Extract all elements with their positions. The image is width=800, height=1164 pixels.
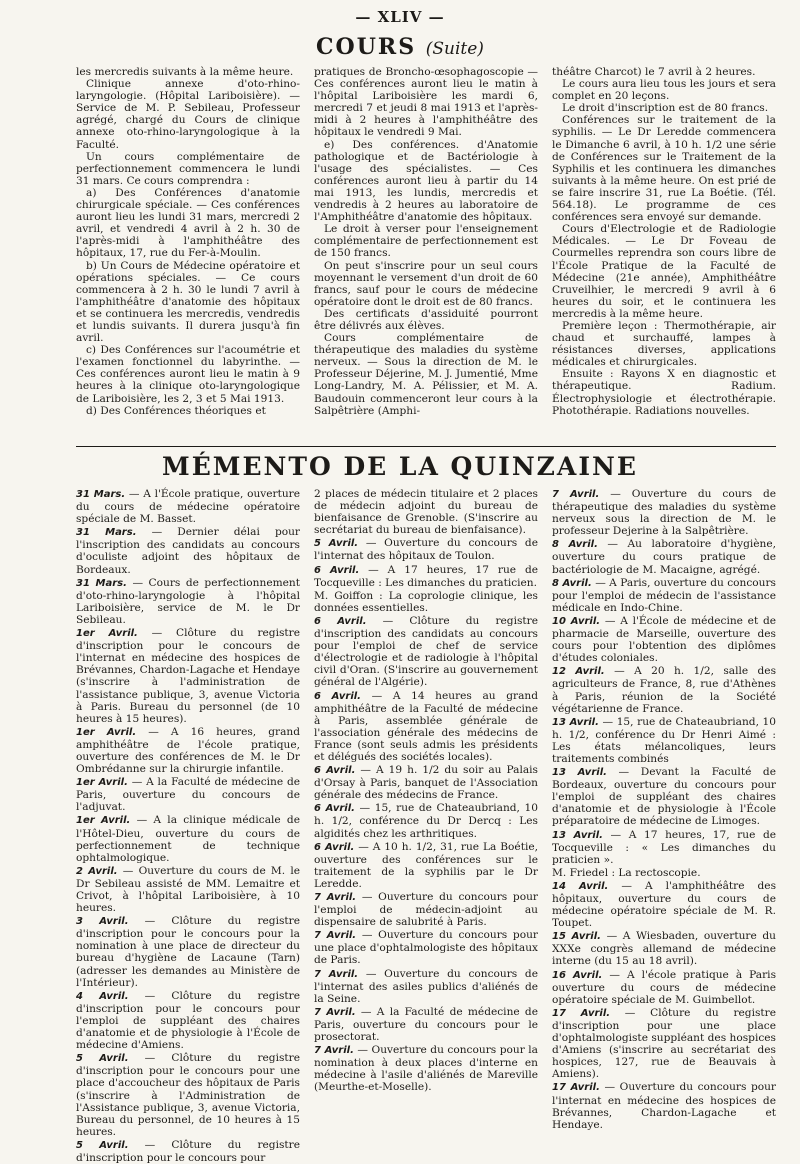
entry-text: — A 17 heures, 17, rue de Tocqueville : « Les dimanches du praticien ». bbox=[552, 828, 776, 866]
memento-entry bbox=[552, 930, 776, 967]
paragraph: Le droit à verser pour l'enseignement complémentaire de perfectionnement est de 150 francs. bbox=[314, 223, 538, 260]
entry-text: — Ouverture du cours de M. le Dr Sebileau assisté de MM. Lemaitre et Crivot, à l'hôpital Lariboisière, à 10 heures. bbox=[76, 864, 300, 915]
entry-date: 6 Avril. bbox=[314, 765, 356, 777]
paragraph: Un cours complémentaire de perfectionnement commencera le lundi 31 mars. Ce cours comprendra : bbox=[76, 150, 300, 187]
paragraph: pratiques de Broncho-œsophagoscopie — Ces conférences auront lieu le matin à l'hôpital Lariboisière les mardi 6, mercredi 7 et jeudi 8 mai 1913 et l'après-midi à 2 heures à l'amphithéâtre des hôpitaux le vendredi 9 Mai. bbox=[314, 66, 538, 139]
memento-entry bbox=[552, 1081, 776, 1130]
entry-text: — A 16 heures, grand amphithéâtre de l'école pratique, ouverture des conférences de M. le Dr Ombrédanne sur la chirurgie infantile. bbox=[76, 725, 301, 776]
entry-date: 13 Avril. bbox=[552, 767, 607, 779]
paragraph: Cours d'Electrologie et de Radiologie Médicales. — Le Dr Foveau de Courmelles reprendra son cours libre de l'École Pratique de la Faculté de Médecine (21e année), Amphithéâtre Cruveilhier, le mercredi 9 avril à 6 heures du soir, et le continuera les mercredis à la même heure. bbox=[552, 223, 776, 320]
entry-date: 16 Avril. bbox=[552, 969, 603, 981]
memento-entry bbox=[552, 880, 776, 929]
entry-text: — A Wiesbaden, ouverture du XXXe congrès allemand de médecine interne (du 15 au 18 avril). bbox=[552, 930, 776, 968]
entry-text: — A l'école pratique à Paris ouverture du cours de médecine opératoire spéciale de M. Guimbellot. bbox=[552, 968, 777, 1006]
memento-entry bbox=[314, 690, 538, 764]
entry-text: — Clôture du registre d'inscription pour le concours pour l'emploi de suppléant des chaires d'anatomie et de physiologie à l'École de médecine d'Amiens. bbox=[76, 989, 300, 1052]
entry-date: 4 Avril. bbox=[76, 990, 129, 1002]
memento-entry bbox=[314, 537, 538, 562]
entry-date: 10 Avril. bbox=[552, 615, 601, 627]
entry-text: — Clôture du registre d'inscription des candidats au concours pour l'emploi de chef de service d'électrologie et de radiologie à l'hôpital civil d'Oran. (S'inscrire au gouvernement général de l'Algérie). bbox=[314, 614, 538, 689]
entry-text: — 15, rue de Chateaubriand, 10 h. 1/2, conférence du Dr Henri Aimé : Les états mélancoliques, leurs traitements combinés bbox=[552, 715, 776, 765]
memento-entry bbox=[552, 716, 776, 765]
entry-date: 7 Avril. bbox=[314, 930, 357, 942]
cours-column bbox=[314, 66, 538, 441]
entry-date: 31 Mars. bbox=[76, 527, 137, 539]
entry-text: M. Friedel : La rectoscopie. bbox=[552, 866, 701, 879]
entry-date: 6 Avril. bbox=[314, 803, 355, 815]
memento-entry bbox=[76, 915, 300, 989]
memento-entry bbox=[314, 841, 538, 890]
memento-entry bbox=[314, 764, 538, 801]
paragraph: a) Des Conférences d'anatomie chirurgicale spéciale. — Ces conférences auront lieu les lundi 31 mars, mercredi 2 avril, et vendredi 4 avril à 2 h. 30 de l'après-midi à l'amphithéâtre des hôpitaux, 17, rue du Fer-à-Moulin. bbox=[76, 186, 300, 260]
entry-date: 1er Avril. bbox=[76, 777, 128, 789]
entry-text: — Clôture du registre d'inscription pour le concours pour une place d'accoucheur des hôpitaux de Paris (s'inscrire à l'Administration de l'Assistance publique, 3, avenue Victoria, Bureau du personnel, de 10 heures à 15 heures. bbox=[76, 1052, 300, 1138]
memento-entry bbox=[552, 615, 776, 664]
entry-date: 31 Mars. bbox=[76, 489, 126, 500]
paragraph: On peut s'inscrire pour un seul cours moyennant le versement d'un droit de 60 francs, sauf pour le cours de médecine opératoire dont le droit est de 80 francs. bbox=[314, 259, 538, 308]
memento-entry bbox=[552, 488, 776, 537]
paragraph: b) Un Cours de Médecine opératoire et opérations spéciales. — Ce cours commencera à 2 h. 30 le lundi 7 avril à l'amphithéâtre d'anatomie des hôpitaux et se continuera les mercredis, vendredis et lundis suivants. Il durera jusqu'à fin avril. bbox=[76, 259, 300, 345]
paragraph: théâtre Charcot) le 7 avril à 2 heures. bbox=[552, 66, 756, 78]
paragraph: e) Des conférences. d'Anatomie pathologique et de Bactériologie à l'usage des spécialistes. — Ces conférences auront lieu à partir du 14 mai 1913, les lundis, mercredis et vendredis à 2 heures au laboratoire de l'Amphithéâtre d'anatomie des hôpitaux. bbox=[314, 138, 538, 224]
entry-date: 13 Avril. bbox=[552, 829, 603, 841]
memento-entry bbox=[76, 1052, 300, 1138]
entry-text: — Clôture du registre d'inscription pour le concours pour la nomination à une place de directeur du bureau d'hygiène de Lacaune (Tarn) (adresser les demandes au Ministère de l'Intérieur). bbox=[76, 915, 300, 989]
entry-text: 2 places de médecin titulaire et 2 places de médecin adjoint du bureau de bienfaisance de Grenoble. (S'inscrire au secrétariat du bureau de bienfaisance). bbox=[314, 488, 538, 537]
entry-date: 1er Avril. bbox=[76, 815, 131, 827]
memento-entry bbox=[552, 867, 776, 879]
entry-text: — Ouverture du cours de thérapeutique des maladies du système nerveux sous la direction de M. le professeur Dejerine à la Salpêtrière. bbox=[552, 488, 776, 538]
entry-text: — Ouverture du concours de l'internat des hôpitaux de Toulon. bbox=[314, 537, 538, 563]
entry-text: — Ouverture du concours pour l'emploi de médecin-adjoint au dispensaire de salubrité à Paris. bbox=[314, 891, 538, 929]
entry-text: — 15, rue de Chateaubriand, 10 h. 1/2, conférence du Dr Dercq : Les algidités chez les arthritiques. bbox=[314, 802, 538, 840]
paragraph: les mercredis suivants à la même heure. bbox=[76, 66, 294, 78]
entry-date: 6 Avril. bbox=[314, 615, 367, 627]
memento-entry bbox=[552, 665, 776, 714]
cours-columns bbox=[76, 66, 776, 441]
memento-entry bbox=[552, 538, 776, 575]
entry-date: 8 Avril. bbox=[552, 577, 592, 589]
entry-text: — Ouverture du concours de l'internat des asiles publics d'aliénés de la Seine. bbox=[314, 967, 538, 1005]
entry-text: — Ouverture du concours pour la nomination à deux places d'interne en médecine à l'asile d'aliénés de Mareville (Meurthe-et-Moselle). bbox=[314, 1044, 538, 1094]
entry-date: 5 Avril. bbox=[76, 1053, 129, 1065]
entry-text: — A l'École pratique, ouverture du cours de médecine opératoire spéciale de M. Basset. bbox=[76, 488, 300, 526]
entry-date: 1er Avril. bbox=[76, 628, 138, 640]
entry-text: — Clôture du registre d'inscription pour le concours pour bbox=[76, 1138, 300, 1164]
entry-date: 15 Avril. bbox=[552, 931, 601, 943]
section-subtitle: (Suite) bbox=[425, 39, 484, 59]
memento-entry bbox=[552, 766, 776, 827]
divider-rule bbox=[76, 446, 776, 447]
entry-text: — A la Faculté de médecine de Paris, ouverture du concours de l'adjuvat. bbox=[76, 776, 300, 814]
memento-column bbox=[76, 488, 301, 1164]
entry-date: 7 Avril. bbox=[314, 892, 357, 903]
entry-text: — Au laboratoire d'hygiène, ouverture du cours pratique de bactériologie de M. Macaigne, agrégé. bbox=[552, 538, 776, 576]
paragraph: Cours complémentaire de thérapeutique des maladies du système nerveux. — Sous la direction de M. le Professeur Déjerine, M. J. Jumentié, Mme Long-Landry, M. A. Pélissier, et M. A. Baudouin commenceront leur cours à la Salpêtrière (Amphi- bbox=[314, 332, 538, 417]
entry-text: — A l'amphithéâtre des hôpitaux, ouverture du cours de médecine opératoire spéciale de M. R. Toupet. bbox=[552, 879, 777, 930]
memento-columns bbox=[76, 488, 777, 1164]
entry-text: M. Goiffon : La coprologie clinique, les données essentielles. bbox=[314, 589, 538, 614]
memento-entry bbox=[76, 726, 300, 775]
paragraph: Ensuite : Rayons X en diagnostic et thérapeutique. Radium. Électrophysiologie et électrothérapie. Photothérapie. Radiations nouvelles. bbox=[552, 368, 776, 417]
memento-entry bbox=[76, 865, 300, 914]
entry-text: — A l'École de médecine et de pharmacie de Marseille, ouverture des cours pour l'obtention des diplômes d'études coloniales. bbox=[552, 614, 776, 665]
entry-text: — Clôture du registre d'inscription pour le concours de l'internat en médecine des hospices de Brévannes, Chardon-Lagache et Hendaye (s'inscrire à l'administration de l'assistance publique, 3, avenue Victoria à Paris. Bureau du personnel (de 10 heures à 15 heures). bbox=[76, 627, 301, 725]
entry-text: — Ouverture du concours pour l'internat en médecine des hospices de Brévannes, Chardon-Lagache et Hendaye. bbox=[552, 1081, 776, 1131]
memento-column bbox=[314, 488, 538, 1138]
page-number: — XLIV — bbox=[355, 8, 445, 26]
memento-entry bbox=[314, 590, 538, 614]
memento-entry bbox=[314, 929, 538, 966]
entry-date: 12 Avril. bbox=[552, 666, 605, 678]
section-title-text: COURS bbox=[316, 34, 417, 60]
entry-text: — Clôture du registre d'inscription pour une place d'ophtalmologiste suppléant des hospices d'Amiens (s'inscrire au secrétariat des hospices, 127, rue de Beauvais à Amiens). bbox=[552, 1006, 776, 1081]
entry-text: — Dernier délai pour l'inscription des candidats au concours d'oculiste adjoint des hôpitaux de Bordeaux. bbox=[76, 526, 300, 576]
entry-date: 5 Avril. bbox=[76, 1139, 129, 1151]
entry-text: — Cours de perfectionnement d'oto-rhino-laryngologie à l'hôpital Lariboisière, service de M. le Dr Sebileau. bbox=[76, 576, 300, 626]
memento-entry bbox=[314, 488, 538, 536]
entry-text: — A 19 h. 1/2 du soir au Palais d'Orsay à Paris, banquet de l'Association générale des médecins de France. bbox=[314, 764, 538, 802]
entry-text: — A 17 heures, 17 rue de Tocqueville : Les dimanches du praticien. bbox=[314, 563, 538, 589]
memento-entry bbox=[552, 577, 776, 614]
paragraph: Conférences sur le traitement de la syphilis. — Le Dr Leredde commencera le Dimanche 6 avril, à 10 h. 1/2 une série de Conférences sur le Traitement de la Syphilis et les continuera les dimanches suivants à la même heure. On est prié de se faire inscrire 31, rue La Boétie. (Tél. 564.18). Le programme de ces conférences sera envoyé sur demande. bbox=[552, 114, 776, 224]
paragraph: c) Des Conférences sur l'acoumétrie et l'examen fonctionnel du labyrinthe. — Ces conférences auront lieu le matin à 9 heures à la clinique oto-laryngologique de Lariboisière, les 2, 3 et 5 Mai 1913. bbox=[76, 344, 300, 405]
memento-entry bbox=[76, 990, 300, 1051]
entry-date: 14 Avril. bbox=[552, 880, 609, 892]
entry-text: — A 10 h. 1/2, 31, rue La Boétie, ouverture des conférences sur le traitement de la syphilis par le Dr Leredde. bbox=[314, 840, 538, 890]
entry-date: 5 Avril. bbox=[314, 538, 359, 550]
entry-date: 2 Avril. bbox=[76, 865, 118, 877]
memento-entry bbox=[76, 526, 300, 575]
memento-entry bbox=[314, 968, 538, 1005]
entry-date: 1er Avril. bbox=[76, 726, 137, 738]
memento-entry bbox=[76, 776, 300, 813]
memento-column bbox=[552, 488, 776, 1138]
entry-date: 17 Avril. bbox=[552, 1082, 600, 1094]
paragraph: Clinique annexe d'oto-rhino-laryngologie. (Hôpital Lariboisière). — Service de M. P. Sebileau, Professeur agrégé, chargé du Cours de clinique annexe oto-rhino-laryngologique à la Faculté. bbox=[76, 78, 300, 151]
memento-entry bbox=[552, 1007, 776, 1081]
entry-text: — A Paris, ouverture du concours pour l'emploi de médecin de l'assistance médicale en Indo-Chine. bbox=[552, 576, 776, 614]
entry-date: 3 Avril. bbox=[76, 916, 129, 928]
entry-date: 6 Avril. bbox=[314, 690, 361, 702]
entry-text: — A 14 heures au grand amphithéâtre de la Faculté de médecine à Paris, assemblée générale de l'association générale des médecins de France (sont seuls admis les présidents et délégués des sociétés locales). bbox=[314, 689, 538, 763]
entry-text: — Ouverture du concours pour une place d'ophtalmologiste des hôpitaux de Paris. bbox=[314, 929, 538, 967]
memento-entry bbox=[314, 564, 538, 589]
paragraph: Le droit d'inscription est de 80 francs. bbox=[562, 102, 769, 115]
entry-text: — A 20 h. 1/2, salle des agriculteurs de France, 8, rue d'Athènes à Paris, réunion de la Société végétarienne de France. bbox=[552, 665, 777, 715]
memento-title: MÉMENTO DE LA QUINZAINE bbox=[162, 452, 638, 481]
memento-entry bbox=[76, 627, 300, 725]
entry-date: 8 Avril. bbox=[552, 539, 598, 551]
memento-entry bbox=[314, 1006, 538, 1043]
paragraph: Le cours aura lieu tous les jours et sera complet en 20 leçons. bbox=[552, 78, 776, 103]
memento-entry bbox=[76, 488, 300, 525]
memento-entry bbox=[76, 1139, 300, 1164]
memento-entry bbox=[314, 802, 538, 839]
entry-text: — Devant la Faculté de Bordeaux, ouverture du concours pour l'emploi de suppléant des chaires d'anatomie et de physiologie à l'École préparatoire de médecine de Limoges. bbox=[552, 766, 776, 828]
paragraph: Première leçon : Thermothérapie, air chaud et surchauffé, lampes à résistances diverses, applications médicales et chirurgicales. bbox=[552, 319, 776, 369]
cours-column bbox=[552, 66, 776, 441]
entry-date: 6 Avril. bbox=[314, 564, 360, 576]
paragraph: Des certificats d'assiduité pourront être délivrés aux élèves. bbox=[314, 307, 538, 332]
entry-date: 13 Avril. bbox=[552, 716, 599, 728]
memento-entry bbox=[552, 969, 776, 1006]
entry-text: — A la Faculté de médecine de Paris, ouverture du concours pour le prosectorat. bbox=[314, 1005, 538, 1044]
entry-text: — A la clinique médicale de l'Hôtel-Dieu, ouverture du cours de perfectionnement de technique ophtalmologique. bbox=[76, 814, 300, 864]
cours-column bbox=[76, 66, 300, 441]
entry-date: 7 Avril. bbox=[314, 1045, 354, 1057]
entry-date: 7 Avril. bbox=[552, 489, 600, 500]
memento-entry bbox=[76, 814, 300, 863]
section-title bbox=[0, 34, 800, 60]
paragraph: d) Des Conférences théoriques et bbox=[86, 404, 266, 417]
memento-entry bbox=[314, 1044, 538, 1093]
entry-date: 7 Avril. bbox=[314, 968, 359, 980]
entry-date: 6 Avril. bbox=[314, 841, 355, 853]
entry-date: 31 Mars. bbox=[76, 577, 127, 589]
memento-entry bbox=[314, 615, 538, 689]
entry-date: 7 Avril. bbox=[314, 1006, 356, 1018]
memento-entry bbox=[552, 829, 776, 866]
memento-entry bbox=[76, 577, 300, 626]
memento-entry bbox=[314, 891, 538, 928]
entry-date: 17 Avril. bbox=[552, 1007, 611, 1019]
